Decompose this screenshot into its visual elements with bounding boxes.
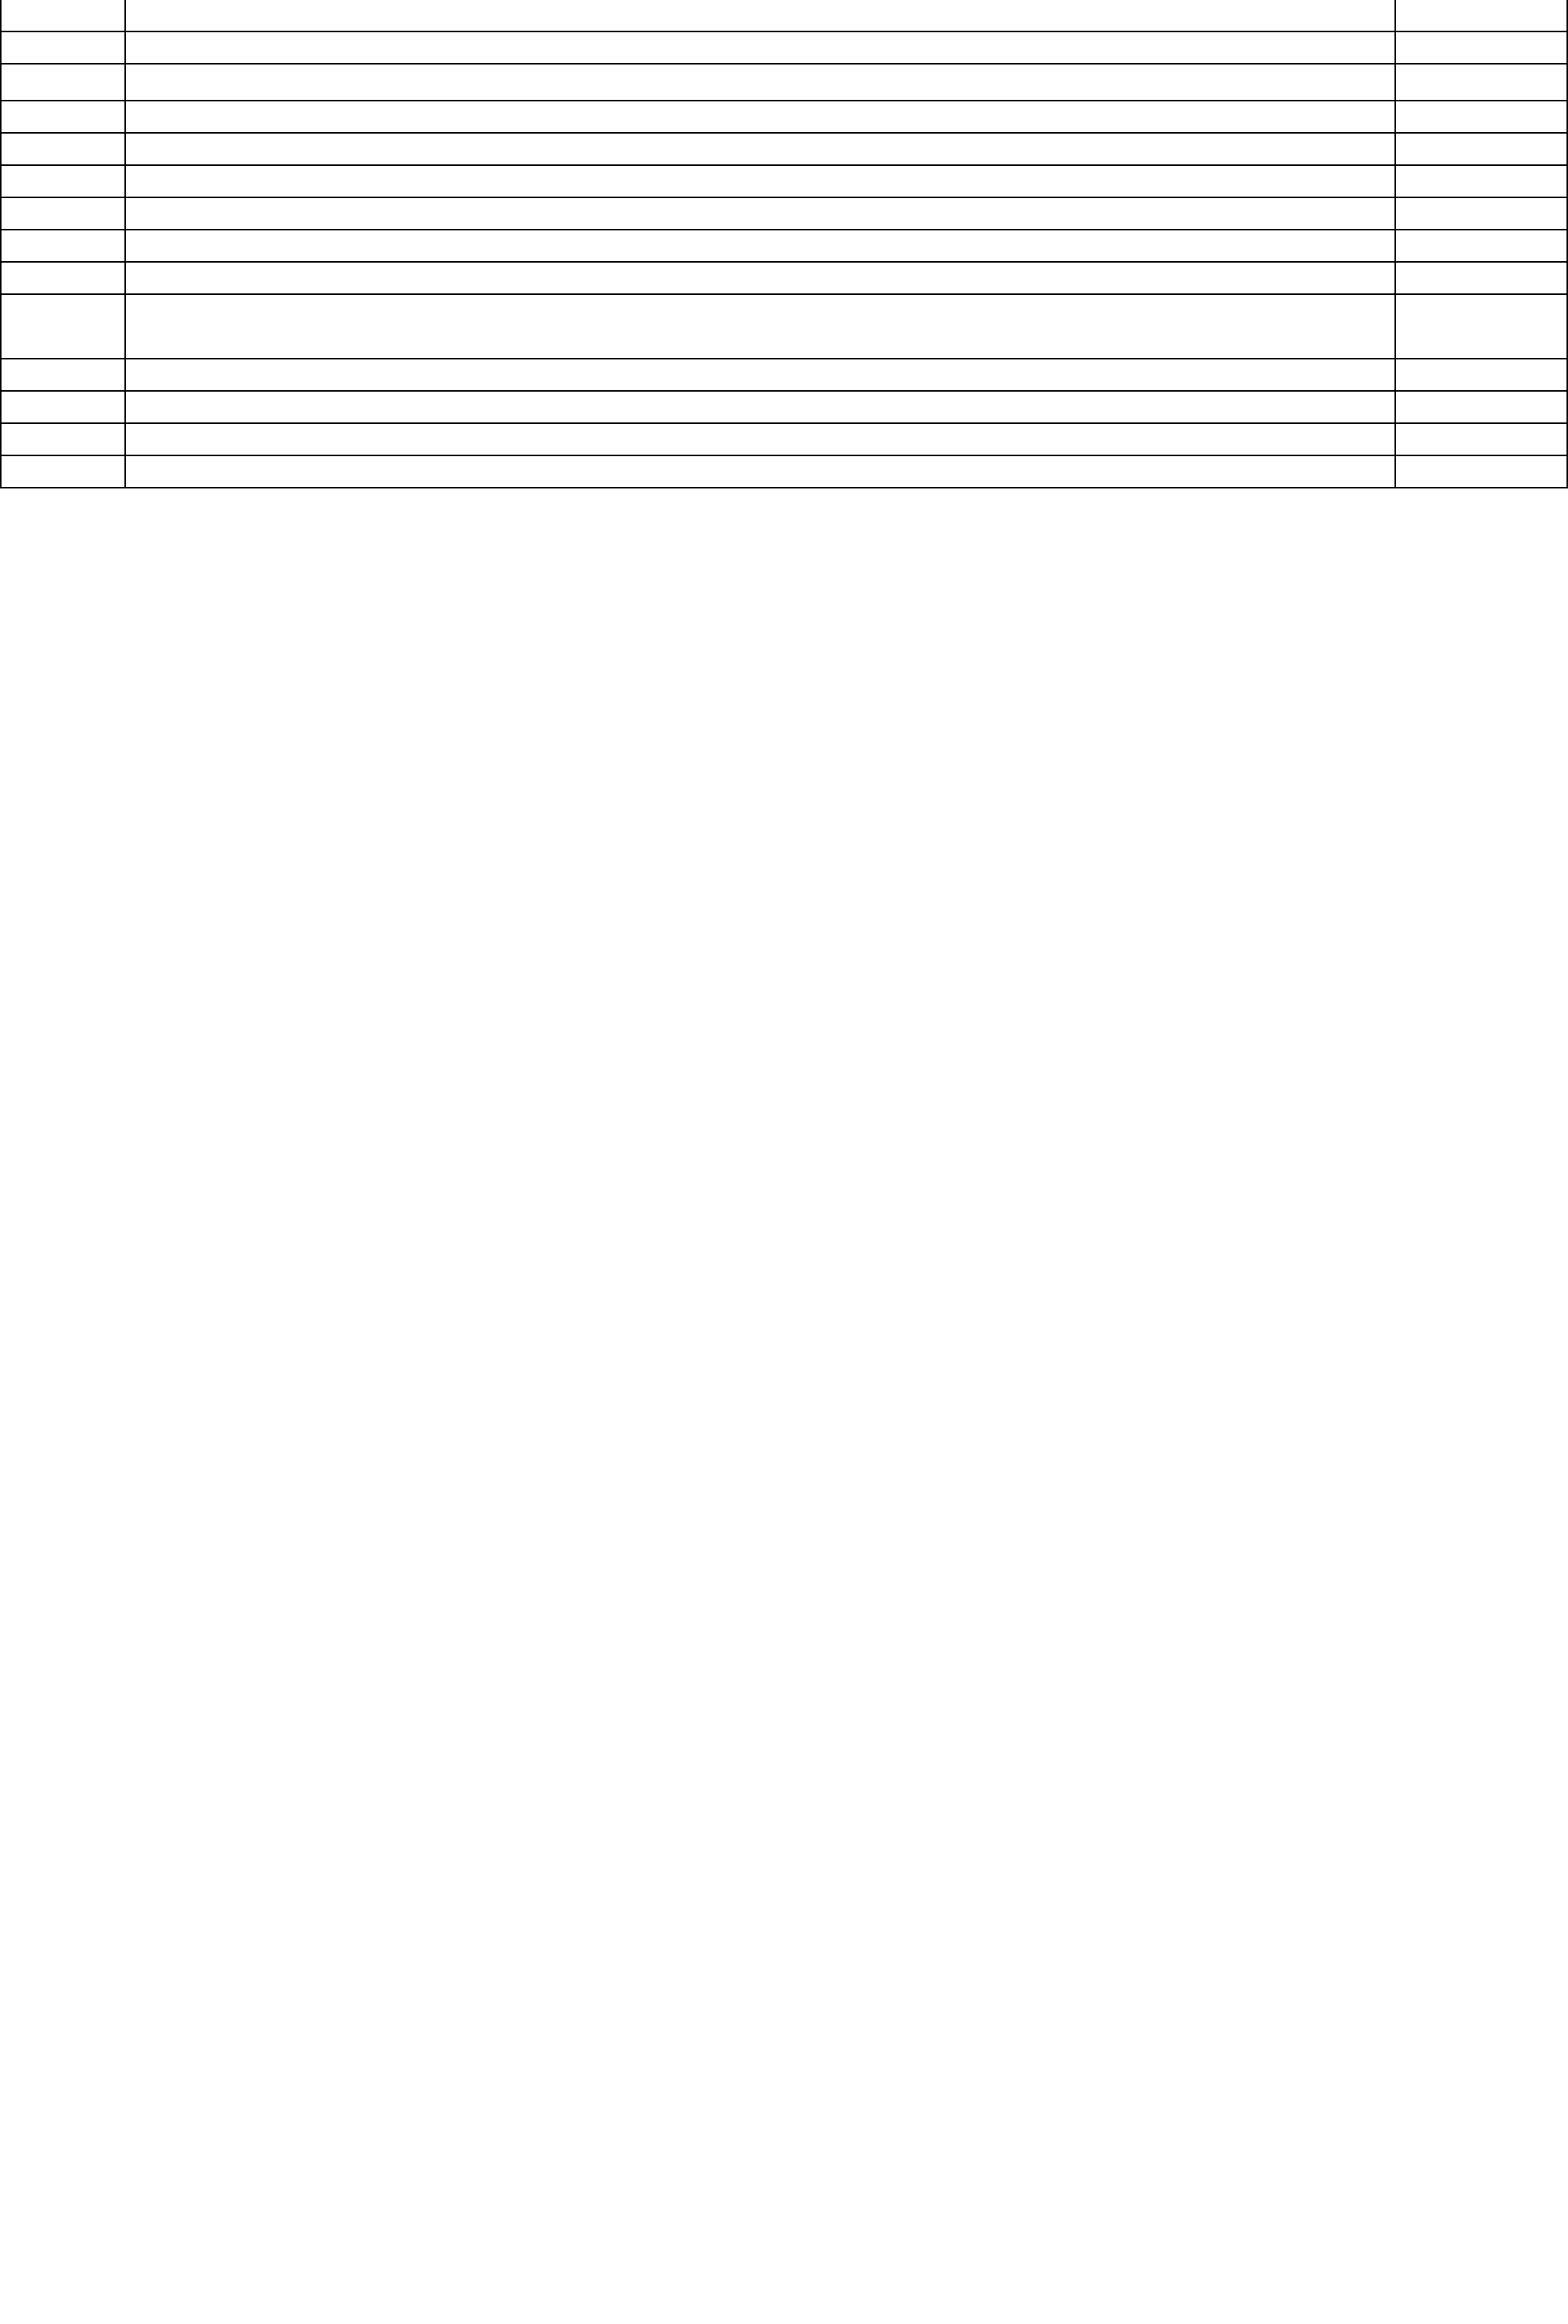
empty-row bbox=[0, 424, 1568, 456]
section-title bbox=[126, 65, 1396, 100]
row-number bbox=[0, 295, 126, 358]
section-header bbox=[0, 65, 1568, 101]
row-text bbox=[126, 295, 1396, 358]
ofrm-title bbox=[126, 166, 1396, 197]
empty-row bbox=[0, 32, 1568, 65]
empty-row bbox=[0, 230, 1568, 263]
empty-row bbox=[0, 359, 1568, 392]
table-row bbox=[0, 295, 1568, 359]
price-table bbox=[0, 0, 1568, 488]
table-row bbox=[0, 101, 1568, 134]
img-header bbox=[0, 392, 1568, 424]
section-number bbox=[0, 65, 126, 100]
ofrm-header bbox=[0, 166, 1568, 198]
row-price bbox=[1396, 295, 1568, 358]
row-price bbox=[1396, 263, 1568, 293]
row-text bbox=[126, 101, 1396, 132]
table-row bbox=[0, 263, 1568, 295]
empty-row bbox=[0, 134, 1568, 166]
row-text bbox=[126, 263, 1396, 293]
row-number bbox=[0, 263, 126, 293]
empty-row bbox=[0, 456, 1568, 488]
img-title bbox=[126, 392, 1396, 422]
empty-row bbox=[0, 198, 1568, 230]
empty-row bbox=[0, 0, 1568, 32]
